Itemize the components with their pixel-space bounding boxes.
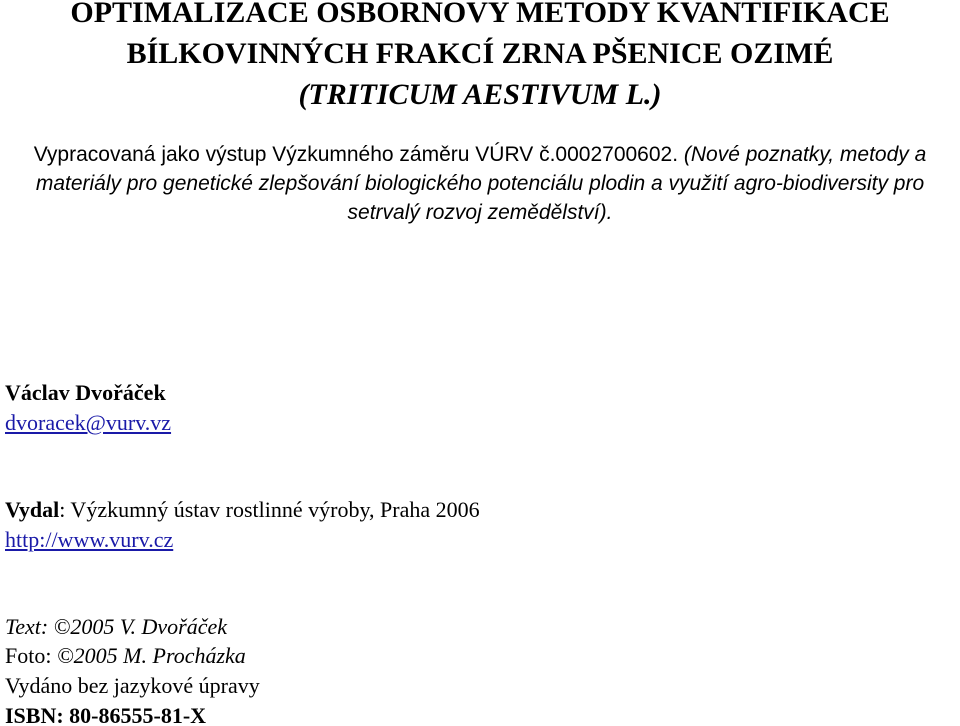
text-credit: Text: ©2005 V. Dvořáček — [5, 614, 228, 639]
publisher-label: Vydal — [5, 497, 60, 522]
title-line-1: OPTIMALIZACE OSBORNOVY METODY KVANTIFIKACE — [70, 0, 890, 29]
publisher-line — [5, 495, 480, 525]
photo-credit — [5, 641, 246, 671]
isbn: ISBN: 80-86555-81-X — [5, 703, 207, 726]
author-name: Václav Dvořáček — [5, 380, 166, 405]
description-italic: (Nové poznatky, metody a materiály pro genetické zlepšování biologického potenciálu plodin a využití agro-biodiversity pro setrvalý rozvoj zemědělství). — [35, 143, 927, 224]
document-title — [0, 0, 960, 115]
publisher-text: : Výzkumný ústav rostlinné výroby, Praha 2006 — [59, 497, 480, 522]
project-description — [0, 140, 960, 227]
editorial-note: Vydáno bez jazykové úpravy — [5, 673, 260, 698]
publisher-url-link[interactable]: http://www.vurv.cz — [5, 527, 174, 552]
author-email-link[interactable]: dvoracek@vurv.vz — [5, 410, 172, 435]
title-line-2: BÍLKOVINNÝCH FRAKCÍ ZRNA PŠENICE OZIMÉ — [126, 37, 834, 70]
title-line-3: (TRITICUM AESTIVUM L.) — [298, 78, 662, 111]
description-lead: Vypracovaná jako výstup Výzkumného záměru VÚRV č.0002700602. — [33, 143, 684, 166]
photo-credit-value: ©2005 M. Procházka — [56, 643, 246, 668]
photo-credit-label: Foto: — [5, 643, 57, 668]
